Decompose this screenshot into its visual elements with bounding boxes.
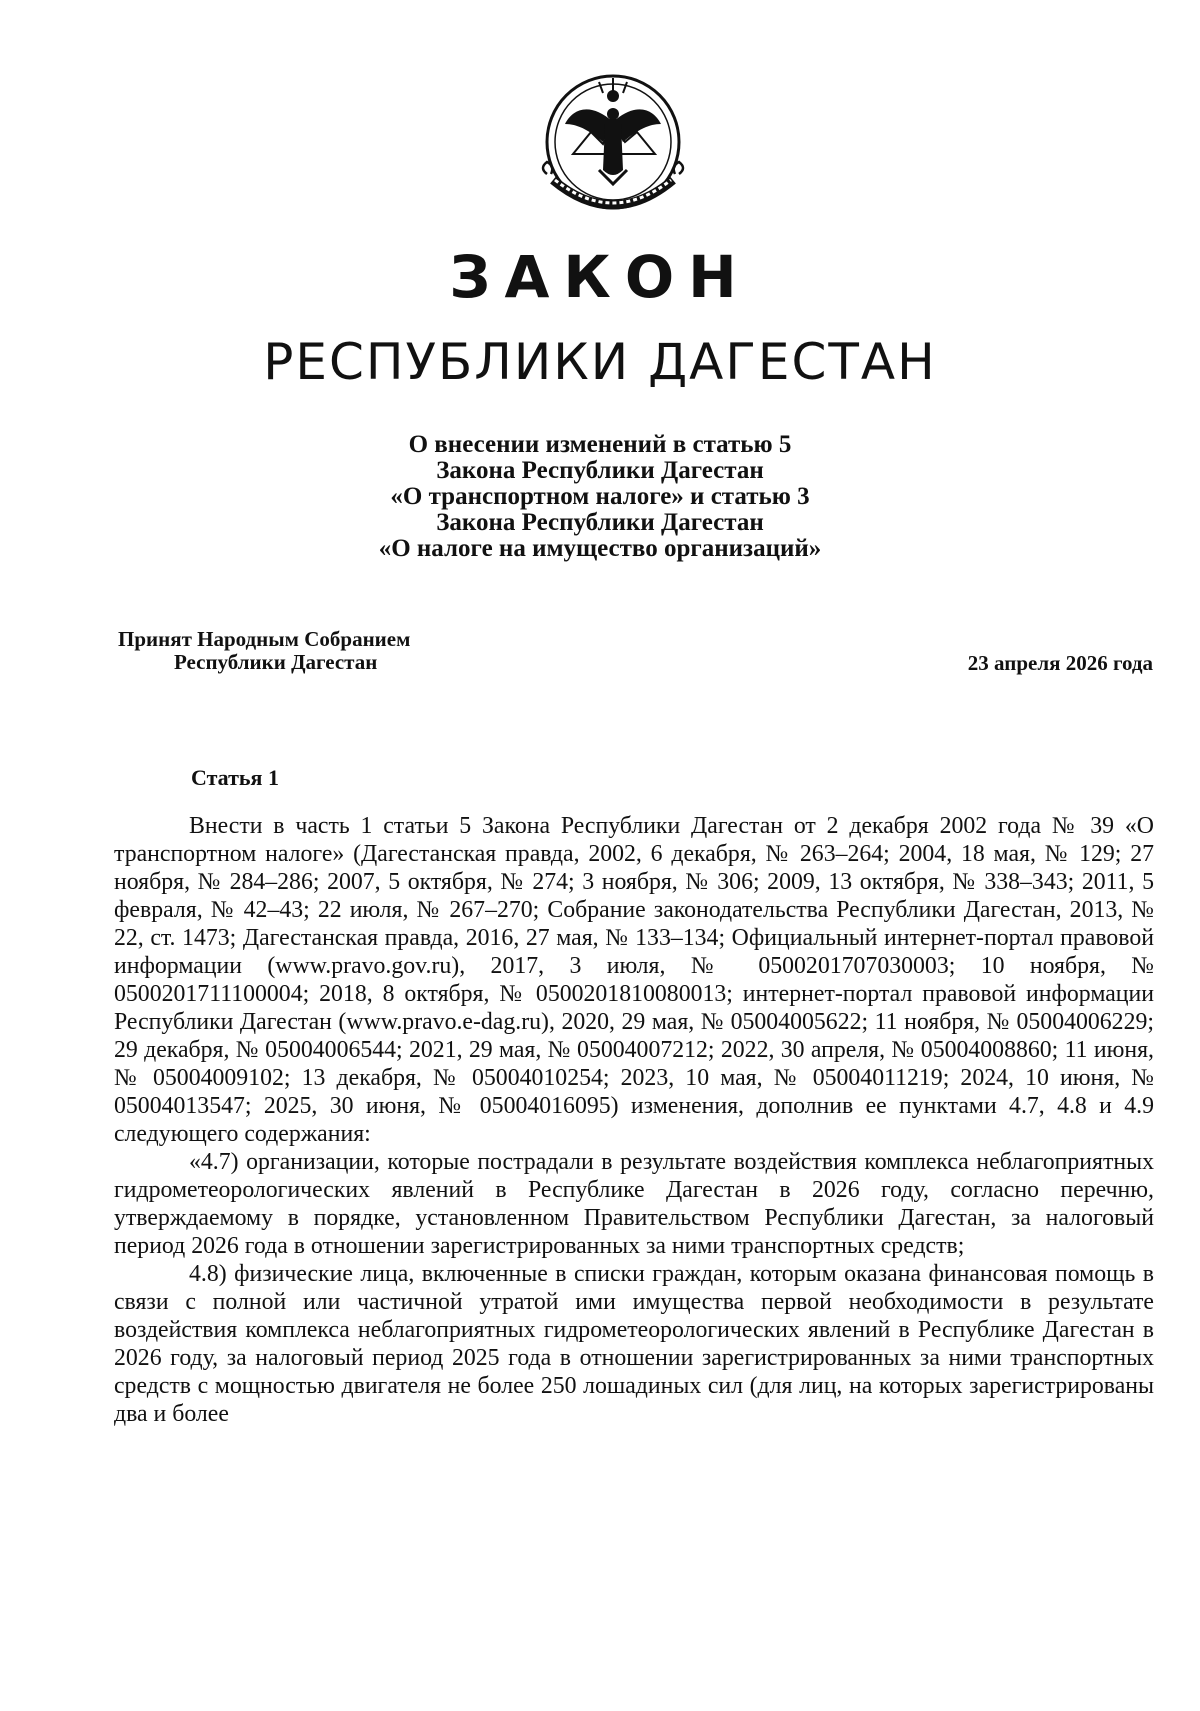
article-1-body: [114, 812, 1154, 1428]
adoption-date: 23 апреля 2026 года: [967, 651, 1153, 675]
law-title-line: Закона Республики Дагестан: [436, 509, 764, 536]
paragraph: Внести в часть 1 статьи 5 Закона Республики Дагестан от 2 декабря 2002 года № 39 «О транспортном налоге» (Дагестанская правда, 2002, 6 декабря, № 263–264; 2004, 18 мая, № 129; 27 ноября, № 284–286; 2007, 5 октября, № 274; 3 ноября, № 306; 2009, 13 октября, № 338–343; 2011, 5 февраля, № 42–43; 22 июля, № 267–270; Собрание законодательства Республики Дагестан, 2013, № 22, ст. 1473; Дагестанская правда, 2016, 27 мая, № 133–134; Официальный интернет-портал правовой информации (www.pravo.gov.ru), 2017, 3 июля, № 0500201707030003; 10 ноября, № 0500201711100004; 2018, 8 октября, № 0500201810080013; интернет-портал правовой информации Республики Дагестан (www.pravo.e-dag.ru), 2020, 29 мая, № 05004005622; 11 ноября, № 05004006229; 29 декабря, № 05004006544; 2021, 29 мая, № 05004007212; 2022, 30 апреля, № 05004008860; 11 июня, № 05004009102; 13 декабря, № 05004010254; 2023, 10 мая, № 05004011219; 2024, 10 июня, № 05004013547; 2025, 30 июня, № 05004016095) изменения, дополнив ее пунктами 4.7, 4.8 и 4.9 следующего содержания:: [114, 813, 1154, 1147]
law-title: [300, 432, 900, 562]
paragraph: 4.8) физические лица, включенные в списки граждан, которым оказана финансовая помощь в связи с полной или частичной утратой ими имущества первой необходимости в результате воздействия комплекса неблагоприятных гидрометеорологических явлений в Республике Дагестан в 2026 году, за налоговый период 2025 года в отношении зарегистрированных за ними транспортных средств с мощностью двигателя не более 250 лошадиных сил (для лиц, на которых зарегистрированы два и более: [114, 1261, 1154, 1427]
republic-name: РЕСПУБЛИКИ ДАГЕСТАН: [263, 333, 937, 391]
law-title-line: «О налоге на имущество организаций»: [378, 535, 822, 562]
paragraph: «4.7) организации, которые пострадали в результате воздействия комплекса неблагоприятных гидрометеорологических явлений в Республике Дагестан в 2026 году, согласно перечню, утверждаемому в порядке, установленном Правительством Республики Дагестан, за налоговый период 2026 года в отношении зарегистрированных за ними транспортных средств;: [114, 1149, 1154, 1259]
dagestan-coat-of-arms-icon: [533, 62, 693, 222]
article-1-heading: Статья 1: [191, 765, 279, 790]
law-title-line: Закона Республики Дагестан: [436, 457, 764, 484]
law-title-line: «О транспортном налоге» и статью 3: [390, 483, 810, 510]
law-title-line: О внесении изменений в статью 5: [408, 431, 792, 458]
adoption-line-1: Принят Народным Собранием: [118, 627, 411, 651]
adoption-body: [118, 628, 410, 674]
document-type: ЗАКОН: [449, 243, 751, 311]
adoption-line-2: Республики Дагестан: [174, 650, 378, 674]
